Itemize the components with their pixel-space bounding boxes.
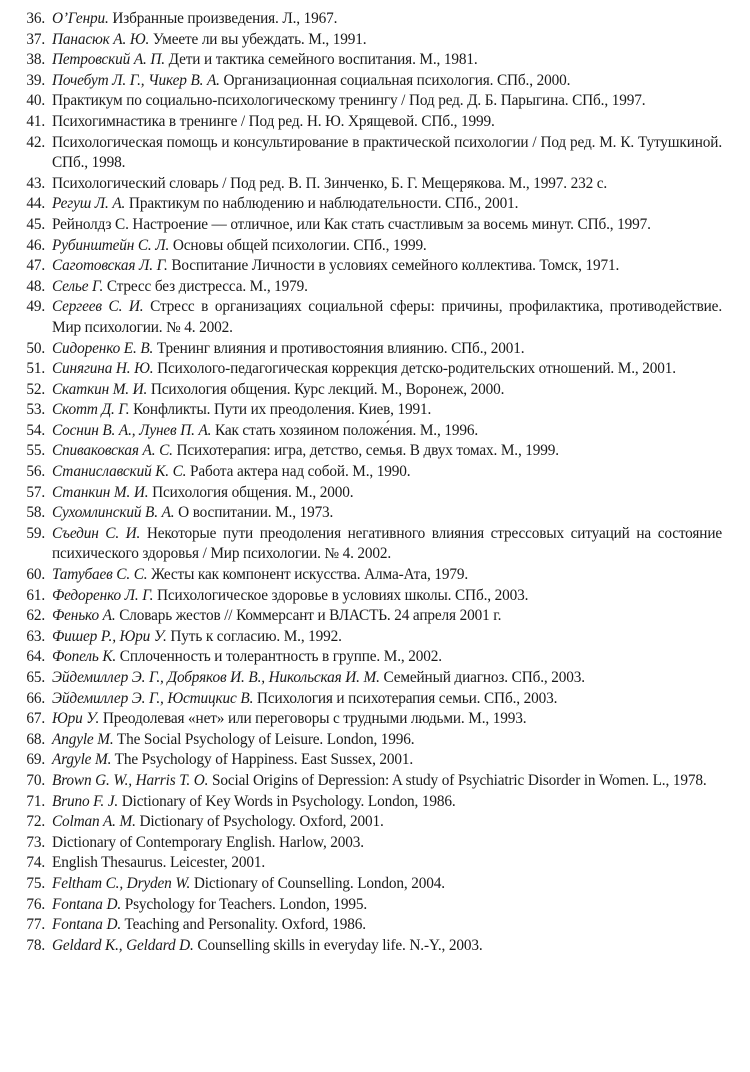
reference-entry <box>0 277 750 298</box>
reference-body <box>52 812 750 833</box>
reference-number: 73. <box>26 833 45 851</box>
reference-author: Feltham C., Dryden W. <box>52 874 191 892</box>
reference-body <box>52 215 750 236</box>
reference-author: Спиваковская А. С. <box>52 442 173 460</box>
reference-author: Юри У. <box>52 710 100 728</box>
reference-text: Психологический словарь / Под ред. В. П. Зинченко, Б. Г. Мещерякова. М., 1997. 232 с. <box>52 174 608 192</box>
reference-body <box>52 462 750 483</box>
reference-number: 63. <box>26 627 45 645</box>
reference-number: 53. <box>26 401 45 419</box>
reference-body <box>52 339 750 360</box>
reference-entry <box>0 812 750 833</box>
reference-author: Съедин С. И. <box>52 524 141 542</box>
reference-body <box>52 647 750 668</box>
reference-entry <box>0 359 750 380</box>
reference-author: Эйдемиллер Э. Г., Юстицкис В. <box>52 689 254 707</box>
reference-entry <box>0 339 750 360</box>
reference-number: 43. <box>26 174 45 192</box>
reference-author: Fontana D. <box>52 895 122 913</box>
reference-body <box>52 709 750 730</box>
reference-entry <box>0 586 750 607</box>
reference-body <box>52 895 750 916</box>
reference-entry <box>0 421 750 442</box>
reference-author: О’Генри. <box>52 10 109 27</box>
reference-number: 55. <box>26 442 45 460</box>
reference-text: О воспитании. М., 1973. <box>174 504 334 522</box>
reference-entry <box>0 174 750 195</box>
reference-text: The Psychology of Happiness. East Sussex, 2001. <box>111 751 414 769</box>
reference-text: Стресс без дистресса. М., 1979. <box>103 277 308 295</box>
reference-body <box>52 689 750 710</box>
reference-text: Жесты как компонент искусства. Алма-Ата, 1979. <box>147 566 469 584</box>
reference-text: Конфликты. Пути их преодоления. Киев, 1991. <box>129 401 432 419</box>
reference-body <box>52 750 750 771</box>
reference-number: 57. <box>26 483 45 501</box>
reference-number: 69. <box>26 751 45 769</box>
reference-text: Dictionary of Contemporary English. Harlow, 2003. <box>52 833 364 851</box>
reference-author: Почебут Л. Г., Чикер В. А. <box>52 71 220 89</box>
reference-author: Селье Г. <box>52 277 104 295</box>
reference-author: Эйдемиллер Э. Г., Добряков И. В., Никольская И. М. <box>52 669 380 686</box>
reference-number: 51. <box>26 360 45 378</box>
reference-body <box>52 256 750 277</box>
reference-body <box>52 874 750 895</box>
reference-entry <box>0 565 750 586</box>
reference-number: 40. <box>26 92 45 110</box>
reference-text: Практикум по социально-психологическому тренингу / Под ред. Д. Б. Парыгина. СПб., 1997. <box>52 92 646 110</box>
reference-number: 45. <box>26 215 45 233</box>
reference-number: 39. <box>26 71 45 89</box>
reference-body <box>52 915 750 936</box>
reference-body <box>52 565 750 586</box>
reference-body <box>52 112 750 133</box>
reference-text: Social Origins of Depression: A study of Psychiatric Disorder in Women. L., 1978. <box>208 771 707 789</box>
reference-number: 62. <box>26 607 45 625</box>
reference-text: Психологическое здоровье в условиях школы. СПб., 2003. <box>153 586 529 604</box>
reference-number: 65. <box>26 669 45 686</box>
reference-number: 54. <box>26 421 45 439</box>
reference-text: Dictionary of Key Words in Psychology. London, 1986. <box>118 792 456 810</box>
reference-body <box>52 627 750 648</box>
reference-number: 48. <box>26 277 45 295</box>
reference-number: 38. <box>26 51 45 69</box>
reference-number: 50. <box>26 339 45 357</box>
reference-entry <box>0 50 750 71</box>
reference-body <box>52 30 750 51</box>
reference-text: Teaching and Personality. Oxford, 1986. <box>121 916 366 934</box>
reference-body <box>52 771 750 792</box>
reference-body <box>52 730 750 751</box>
reference-entry <box>0 895 750 916</box>
reference-entry <box>0 771 750 792</box>
reference-body <box>52 400 750 421</box>
reference-entry <box>0 71 750 92</box>
reference-number: 75. <box>26 874 45 892</box>
reference-body <box>52 483 750 504</box>
reference-number: 74. <box>26 854 45 872</box>
reference-entry <box>0 215 750 236</box>
reference-text: Словарь жестов // Коммерсант и ВЛАСТЬ. 24 апреля 2001 г. <box>115 607 502 625</box>
reference-entry <box>0 91 750 112</box>
reference-entry <box>0 689 750 710</box>
reference-number: 59. <box>26 524 45 542</box>
reference-author: Соснин В. А., Лунев П. А. <box>52 421 212 439</box>
reference-entry <box>0 647 750 668</box>
reference-entry <box>0 112 750 133</box>
reference-list <box>0 9 750 956</box>
reference-author: Geldard K., Geldard D. <box>52 936 194 954</box>
reference-text: English Thesaurus. Leicester, 2001. <box>52 854 266 872</box>
reference-text: Рейнолдз С. Настроение — отличное, или Как стать счастливым за восемь минут. СПб., 1997. <box>52 215 651 233</box>
reference-author: Петровский А. П. <box>52 51 165 69</box>
reference-number: 77. <box>26 916 45 934</box>
reference-body <box>52 668 750 689</box>
reference-text: Психотерапия: игра, детство, семья. В двух томах. М., 1999. <box>172 442 559 460</box>
reference-entry <box>0 194 750 215</box>
reference-author: Angyle M. <box>52 730 114 748</box>
reference-author: Регуш Л. А. <box>52 195 126 213</box>
reference-text: The Social Psychology of Leisure. London, 1996. <box>113 730 415 748</box>
reference-entry <box>0 936 750 957</box>
reference-entry <box>0 524 750 565</box>
reference-text: Путь к согласию. М., 1992. <box>166 627 342 645</box>
reference-text: Дети и тактика семейного воспитания. М., 1981. <box>164 51 478 69</box>
reference-number: 49. <box>26 298 45 316</box>
reference-body <box>52 277 750 298</box>
reference-body <box>52 853 750 874</box>
reference-author: Федоренко Л. Г. <box>52 586 154 604</box>
reference-body <box>52 297 750 338</box>
reference-entry <box>0 462 750 483</box>
reference-number: 76. <box>26 895 45 913</box>
reference-author: Синягина Н. Ю. <box>52 360 154 378</box>
reference-text: Преодолевая «нет» или переговоры с трудными людьми. М., 1993. <box>99 710 527 728</box>
reference-author: Фенько А. <box>52 607 116 625</box>
reference-entry <box>0 606 750 627</box>
reference-text: Основы общей психологии. СПб., 1999. <box>169 236 427 254</box>
reference-entry <box>0 236 750 257</box>
reference-author: Сергеев С. И. <box>52 298 144 316</box>
reference-text: Психологическая помощь и консультирование в практической психологии / Под ред. М. К. Тутушкиной. СПб., 1998. <box>52 133 722 172</box>
reference-entry <box>0 483 750 504</box>
reference-entry <box>0 503 750 524</box>
reference-body <box>52 133 750 174</box>
reference-body <box>52 936 750 957</box>
reference-text: Воспитание Личности в условиях семейного коллектива. Томск, 1971. <box>167 257 620 275</box>
reference-number: 46. <box>26 236 45 254</box>
reference-text: Тренинг влияния и противостояния влиянию. СПб., 2001. <box>153 339 525 357</box>
reference-author: Brown G. W., Harris T. O. <box>52 771 209 789</box>
reference-entry <box>0 668 750 689</box>
reference-author: Сидоренко Е. В. <box>52 339 154 357</box>
reference-number: 78. <box>26 936 45 954</box>
reference-entry <box>0 915 750 936</box>
reference-text: Некоторые пути преодоления негативного влияния стрессовых ситуаций на состояние психического здоровья / Мир психологии. № 4. 2002. <box>52 524 722 563</box>
reference-author: Станиславский К. С. <box>52 463 187 481</box>
reference-author: Фопель К. <box>52 648 117 666</box>
reference-body <box>52 833 750 854</box>
reference-body <box>52 359 750 380</box>
reference-body <box>52 9 750 30</box>
reference-text: Psychology for Teachers. London, 1995. <box>121 895 368 913</box>
reference-number: 61. <box>26 586 45 604</box>
reference-text: Dictionary of Psychology. Oxford, 2001. <box>135 813 384 831</box>
reference-text: Dictionary of Counselling. London, 2004. <box>190 874 445 892</box>
reference-entry <box>0 833 750 854</box>
reference-entry <box>0 730 750 751</box>
reference-number: 44. <box>26 195 45 213</box>
reference-number: 41. <box>26 112 45 130</box>
reference-author: Рубинштейн С. Л. <box>52 236 170 254</box>
reference-number: 47. <box>26 257 45 275</box>
reference-number: 66. <box>26 689 45 707</box>
reference-author: Скотт Д. Г. <box>52 401 130 419</box>
reference-body <box>52 606 750 627</box>
reference-entry <box>0 380 750 401</box>
reference-body <box>52 380 750 401</box>
reference-entry <box>0 297 750 338</box>
reference-text: Избранные произведения. Л., 1967. <box>108 10 338 27</box>
reference-text: Психогимнастика в тренинге / Под ред. Н. Ю. Хрящевой. СПб., 1999. <box>52 112 495 130</box>
reference-number: 58. <box>26 504 45 522</box>
reference-text: Умеете ли вы убеждать. М., 1991. <box>149 30 367 48</box>
reference-text: Counselling skills in everyday life. N.-Y., 2003. <box>193 936 483 954</box>
reference-body <box>52 174 750 195</box>
reference-entry <box>0 30 750 51</box>
reference-author: Сухомлинский В. А. <box>52 504 175 522</box>
reference-text: Организационная социальная психология. СПб., 2000. <box>219 71 571 89</box>
reference-author: Фишер Р., Юри У. <box>52 627 167 645</box>
reference-number: 70. <box>26 771 45 789</box>
reference-body <box>52 236 750 257</box>
reference-text: Психолого-педагогическая коррекция детско-родительских отношений. М., 2001. <box>153 360 676 378</box>
reference-author: Argyle M. <box>52 751 112 769</box>
reference-entry <box>0 709 750 730</box>
reference-text: Психология общения. М., 2000. <box>148 483 354 501</box>
reference-author: Саготовская Л. Г. <box>52 257 168 275</box>
reference-entry <box>0 792 750 813</box>
reference-author: Fontana D. <box>52 916 122 934</box>
reference-text: Стресс в организациях социальной сферы: причины, профилактика, противодействие. Мир психологии. № 4. 2002. <box>52 298 722 336</box>
reference-author: Панасюк А. Ю. <box>52 30 150 48</box>
reference-entry <box>0 256 750 277</box>
reference-number: 36. <box>26 10 45 27</box>
reference-number: 37. <box>26 30 45 48</box>
reference-entry <box>0 874 750 895</box>
reference-text: Психология и психотерапия семьи. СПб., 2003. <box>253 689 558 707</box>
reference-entry <box>0 133 750 174</box>
reference-author: Bruno F. J. <box>52 792 119 810</box>
reference-body <box>52 194 750 215</box>
reference-number: 56. <box>26 463 45 481</box>
reference-body <box>52 792 750 813</box>
reference-number: 71. <box>26 792 45 810</box>
reference-number: 72. <box>26 813 45 831</box>
reference-number: 60. <box>26 566 45 584</box>
reference-body <box>52 586 750 607</box>
reference-body <box>52 503 750 524</box>
reference-body <box>52 50 750 71</box>
reference-entry <box>0 9 750 30</box>
reference-text: Практикум по наблюдению и наблюдательности. СПб., 2001. <box>125 195 519 213</box>
reference-body <box>52 524 750 565</box>
reference-number: 64. <box>26 648 45 666</box>
reference-text: Семейный диагноз. СПб., 2003. <box>379 669 585 686</box>
reference-author: Скаткин М. И. <box>52 380 148 398</box>
reference-entry <box>0 441 750 462</box>
reference-entry <box>0 627 750 648</box>
reference-author: Colman A. M. <box>52 813 136 831</box>
reference-text: Как стать хозяином положе́ния. М., 1996. <box>211 421 478 439</box>
reference-entry <box>0 853 750 874</box>
reference-number: 67. <box>26 710 45 728</box>
reference-body <box>52 441 750 462</box>
reference-body <box>52 91 750 112</box>
reference-body <box>52 71 750 92</box>
reference-entry <box>0 750 750 771</box>
reference-text: Работа актера над собой. М., 1990. <box>186 463 411 481</box>
reference-author: Станкин М. И. <box>52 483 149 501</box>
reference-number: 42. <box>26 133 45 151</box>
reference-entry <box>0 400 750 421</box>
reference-number: 68. <box>26 730 45 748</box>
reference-text: Психология общения. Курс лекций. М., Воронеж, 2000. <box>147 380 505 398</box>
reference-text: Сплоченность и толерантность в группе. М., 2002. <box>116 648 442 666</box>
reference-body <box>52 421 750 442</box>
reference-author: Татубаев С. С. <box>52 566 148 584</box>
reference-number: 52. <box>26 380 45 398</box>
